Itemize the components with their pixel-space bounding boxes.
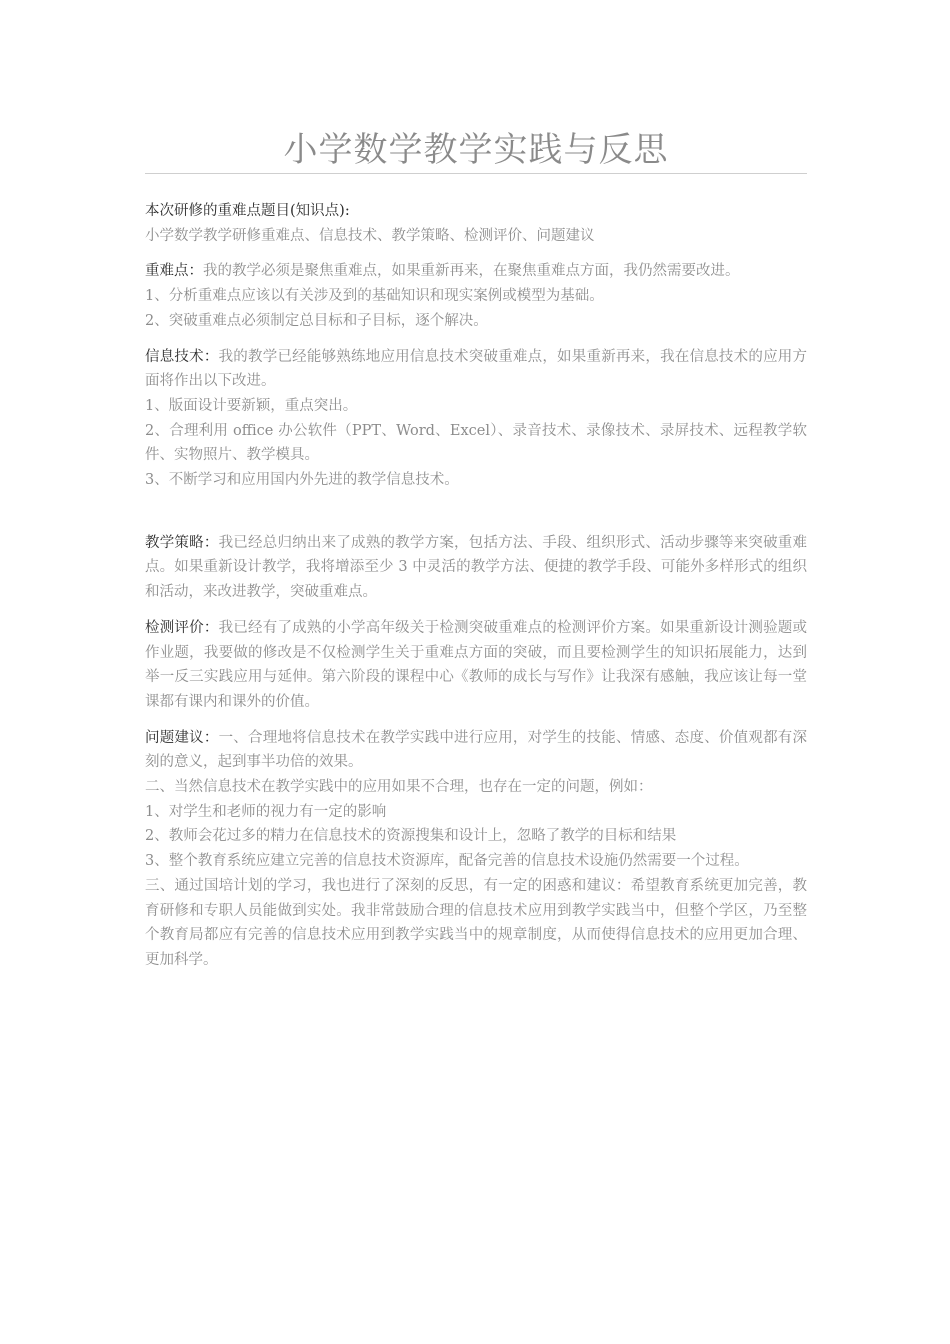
title-divider <box>145 173 807 174</box>
info-tech-item: 1、版面设计要新颖，重点突出。 <box>145 397 358 414</box>
suggestions-paragraph <box>145 726 807 775</box>
suggestions-item: 二、当然信息技术在教学实践中的应用如果不合理，也存在一定的问题，例如： <box>145 779 653 796</box>
topic-text: 小学数学教学研修重难点、信息技术、教学策略、检测评价、问题建议 <box>145 227 595 244</box>
difficulty-item: 2、突破重难点必须制定总目标和子目标，逐个解决。 <box>145 312 488 329</box>
suggestions-item: 1、对学生和老师的视力有一定的影响 <box>145 803 387 820</box>
suggestions-text: 一、合理地将信息技术在教学实践中进行应用，对学生的技能、情感、态度、价值观都有深刻的意义，起到事半功倍的效果。 <box>145 729 808 771</box>
difficulty-paragraph <box>145 259 807 284</box>
info-tech-lead: 信息技术： <box>145 348 219 365</box>
topic-label: 本次研修的重难点题目(知识点): <box>145 203 350 219</box>
evaluation-text: 我已经有了成熟的小学高年级关于检测突破重难点的检测评价方案。如果重新设计测验题或作业题，我要做的修改是不仅检测学生关于重难点方面的突破，而且要检测学生的知识拓展能力，达到举一反三实践应用与延伸。第六阶段的课程中心《教师的成长与写作》让我深有感触，我应该让每一堂课都有课内和课外的价值。 <box>145 619 808 710</box>
strategy-paragraph <box>145 531 807 605</box>
strategy-lead: 教学策略： <box>145 534 219 551</box>
difficulty-text: 我的教学必须是聚焦重难点，如果重新再来，在聚焦重难点方面，我仍然需要改进。 <box>203 263 740 280</box>
evaluation-lead: 检测评价： <box>145 619 219 636</box>
info-tech-paragraph <box>145 345 807 394</box>
info-tech-text: 我的教学已经能够熟练地应用信息技术突破重难点，如果重新再来，我在信息技术的应用方面将作出以下改进。 <box>145 348 808 390</box>
document-title: 小学数学教学实践与反思 <box>283 130 669 170</box>
info-tech-item: 3、不断学习和应用国内外先进的教学信息技术。 <box>145 472 459 489</box>
info-tech-item: 2、合理利用 office 办公软件（PPT、Word、Excel）、录音技术、录像技术、录屏技术、远程教学软件、实物照片、教学模具。 <box>145 422 807 464</box>
difficulty-lead: 重难点： <box>145 263 203 280</box>
suggestions-lead: 问题建议： <box>145 729 219 746</box>
strategy-text: 我已经总归纳出来了成熟的教学方案，包括方法、手段、组织形式、活动步骤等来突破重难点。如果重新设计教学，我将增添至少 3 中灵活的教学方法、便捷的教学手段、可能外多样形式的组织和活动，来改进教学，突破重难点。 <box>145 534 808 601</box>
suggestions-item: 2、教师会花过多的精力在信息技术的资源搜集和设计上，忽略了教学的目标和结果 <box>145 828 677 845</box>
evaluation-paragraph <box>145 616 807 715</box>
difficulty-item: 1、分析重难点应该以有关涉及到的基础知识和现实案例或模型为基础。 <box>145 288 604 305</box>
suggestions-item: 三、通过国培计划的学习，我也进行了深刻的反思，有一定的困惑和建议：希望教育系统更加完善，教育研修和专职人员能做到实处。我非常鼓励合理的信息技术应用到教学实践当中，但整个学区，乃至整个教育局都应有完善的信息技术应用到教学实践当中的规章制度，从而使得信息技术的应用更加合理、更加科学。 <box>145 877 807 968</box>
document-body <box>145 199 807 973</box>
suggestions-item: 3、整个教育系统应建立完善的信息技术资源库，配备完善的信息技术设施仍然需要一个过程。 <box>145 853 749 870</box>
